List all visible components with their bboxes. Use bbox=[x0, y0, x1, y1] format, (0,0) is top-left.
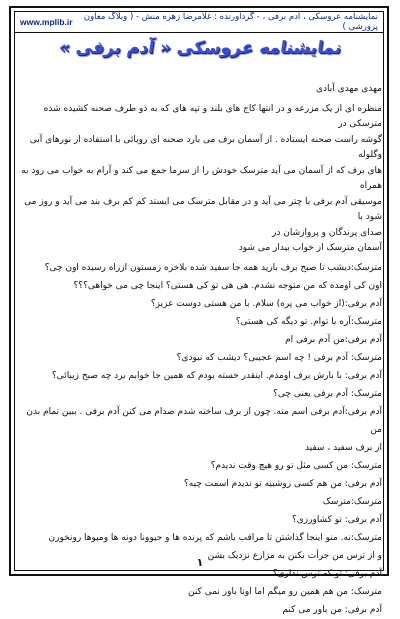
dialogue-line: و از ترس من جرأت نکنن به مزارع نزدیک بشن bbox=[207, 550, 382, 561]
dialogue-line: مترسک:آره با توام. تو دیگه کی هستی؟ bbox=[235, 316, 382, 327]
dialogue-line: از برف سفید ، سفید bbox=[304, 442, 382, 453]
stage-direction-line: آسمان مترسک از خواب بیدار می شود bbox=[238, 243, 382, 253]
dialogue-line: مترسک:نه. منو اینجا گذاشتن تا مراقب باشم که پرنده ها و حیوونا دونه ها ومیوها رونخورن bbox=[48, 532, 382, 543]
header-website-url[interactable]: www.mplib.ir bbox=[20, 16, 73, 27]
stage-direction-line: گوشه راست صحنه ایستاده . از آسمان برف می بارد صحنه ای رویائی با استفاده از نورهای آبی وگلوله bbox=[29, 134, 382, 160]
dialogue-line: آدم برفی:من آدم برفی ام bbox=[285, 334, 382, 345]
dialogue-line: آدم برفی:آدم برفی اسم منه. چون از برف ساخته شدم صدام می کنن آدم برفی . ببین تمام بدن من bbox=[26, 406, 382, 435]
stage-direction-line: های برف که از آسمان می آید مترسک خودش را از سرما جمع می کند و آرام به خواب می رود به همراه bbox=[21, 165, 382, 191]
dialogue-line: آدم برفی:(از خواب می پره) سلام. با من هستی دوست عزیز؟ bbox=[150, 298, 382, 309]
document-body bbox=[18, 82, 382, 619]
dialogue-line: آدم برفی: تو که ترس نداری؟ bbox=[272, 568, 382, 579]
dialogue-line: اون کی اومده که من متوجه نشدم. هی هی تو کی هستی؟ اینجا چی می خواهی؟؟؟ bbox=[73, 280, 382, 291]
dialogue-line: آدم برفی: من هم کسی روشبیه تو ندیدم اسمت چیه؟ bbox=[184, 478, 382, 489]
dialogue-line: مترسک: من هم همین رو میگم اما اونا باور نمی کنن bbox=[187, 586, 382, 597]
header-series-title: نمایشنامه عروسکی ، آدم برفی ، - گردآورنده : غلامرضا زهره منش - ( وبلاگ معاون پرورشی ) bbox=[83, 11, 378, 32]
stage-direction-line: صدای پرندگان و پروازشان در bbox=[272, 227, 382, 238]
dialogue-line: آدم برفی: من باور می کنم bbox=[282, 604, 382, 615]
stage-directions bbox=[18, 102, 382, 257]
stage-direction-line: موسیقی آدم برفی با چتر می آید و در مقابل مترسک می ایستد کم کم برف بند می آید و روز می شود با bbox=[24, 196, 382, 222]
page-number: ۱ bbox=[196, 556, 204, 569]
dialogue-line: مترسک:دیشب تا صبح برف بارید همه جا سفید شده بلاخره زمستون ازراه رسیده اون چی؟ bbox=[44, 262, 382, 273]
author-line: مهدی مهدی آبادی bbox=[316, 84, 382, 94]
dialogue-line: مترسک: آدم برفی یعنی چی؟ bbox=[273, 388, 382, 399]
dialogue-line: مترسک: آدم برفی ! چه اسم عجیبی؟ دیشب که نبودی؟ bbox=[176, 352, 382, 363]
dialogue-line: آدم برفی: تو کشاورزی؟ bbox=[291, 514, 382, 525]
dialogue-line: آدم برفی: با بارش برف اومدم. اینقدر خسته بودم که همین جا خوابم برد چه صبح زیبائی؟ bbox=[51, 370, 382, 381]
stage-direction-line: منظره ای از یک مزرعه و در انتها کاج های بلند و تپه های که به دو طرف صحنه کشیده شده مترسکی در bbox=[43, 103, 382, 129]
title-banner bbox=[0, 38, 400, 58]
dialogue-line: مترسک:مترسک bbox=[322, 496, 382, 507]
page-header bbox=[14, 11, 384, 33]
play-title: نمایشنامه عروسکی « آدم برفی » bbox=[57, 38, 343, 58]
dialogue-line: مترسک: من کسی مثل تو رو هیچ وقت ندیدم؟ bbox=[210, 460, 382, 471]
